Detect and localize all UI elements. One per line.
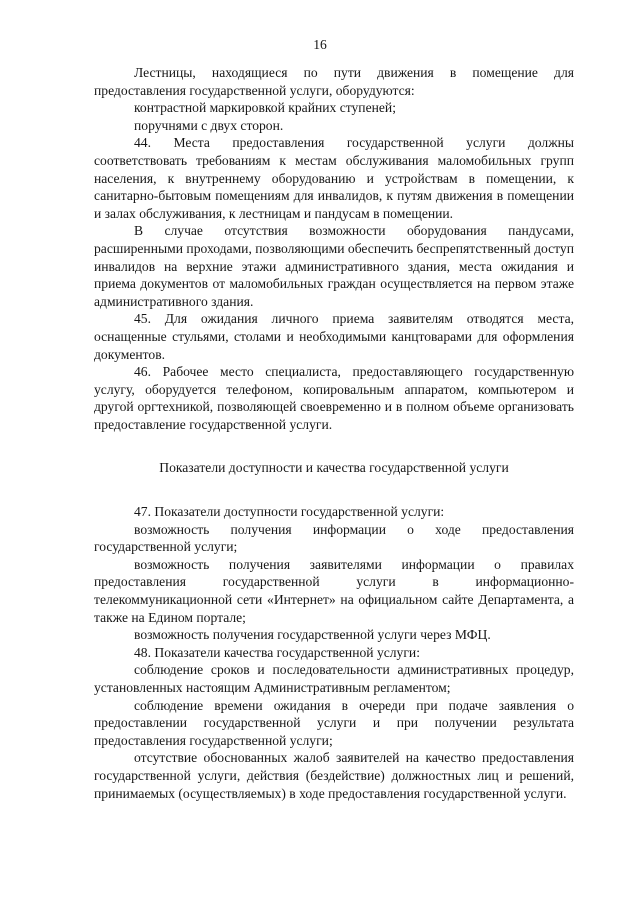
paragraph-47: 47. Показатели доступности государственной услуги:	[134, 504, 445, 520]
document-body	[94, 64, 574, 802]
paragraph-ramps: В случае отсутствия возможности оборудования пандусами, расширенными проходами, позволяющими обеспечить беспрепятственный доступ инвалидов на верхние этажи административного здания, места ожидания и приема документов от маломобильных граждан осуществляется на первом этаже административного здания.	[94, 223, 574, 309]
paragraph-47-mfc: возможность получения государственной услуги через МФЦ.	[134, 627, 491, 643]
paragraph-48-complaints: отсутствие обоснованных жалоб заявителей на качество предоставления государственной услуги, действия (бездействие) должностных лиц и решений, принимаемых (осуществляемых) в ходе предоставления государственной услуги.	[94, 750, 574, 801]
paragraph-stairs-handrails: поручнями с двух сторон.	[134, 117, 284, 133]
paragraph-stairs-marking: контрастной маркировкой крайних ступеней;	[134, 100, 396, 116]
section-heading: Показатели доступности и качества государственной услуги	[159, 460, 509, 476]
paragraph-46: 46. Рабочее место специалиста, предоставляющего государственную услугу, оборудуется телефоном, копировальным аппаратом, компьютером и другой оргтехникой, позволяющей своевременно и в полном объеме организовать предоставление государственной услуги.	[94, 364, 574, 432]
page-number: 16	[313, 37, 327, 52]
paragraph-45: 45. Для ожидания личного приема заявителям отводятся места, оснащенные стульями, столами и необходимыми канцтоварами для оформления документов.	[94, 311, 574, 362]
paragraph-47-rules-info: возможность получения заявителями информации о правилах предоставления государственной услуги в информационно-телекоммуникационной сети «Интернет» на официальном сайте Департамента, а также на Едином портале;	[94, 556, 574, 625]
paragraph-48-deadlines: соблюдение сроков и последовательности административных процедур, установленных настоящим Административным регламентом;	[94, 662, 574, 695]
paragraph-48-waiting-time: соблюдение времени ожидания в очереди при подаче заявления о предоставлении государственной услуги и при получении результата предоставления государственной услуги;	[94, 697, 574, 748]
paragraph-48: 48. Показатели качества государственной услуги:	[134, 644, 420, 660]
paragraph-47-progress-info: возможность получения информации о ходе предоставления государственной услуги;	[94, 521, 574, 555]
paragraph-44: 44. Места предоставления государственной услуги должны соответствовать требованиям к местам обслуживания маломобильных групп населения, к внутреннему оборудованию и устройствам в помещении, к санитарно-бытовым помещениям для инвалидов, к путям движения в помещении и залах обслуживания, к лестницам и пандусам в помещении.	[94, 135, 574, 221]
paragraph-stairs-intro: Лестницы, находящиеся по пути движения в помещение для предоставления государственной услуги, оборудуются:	[94, 65, 574, 98]
